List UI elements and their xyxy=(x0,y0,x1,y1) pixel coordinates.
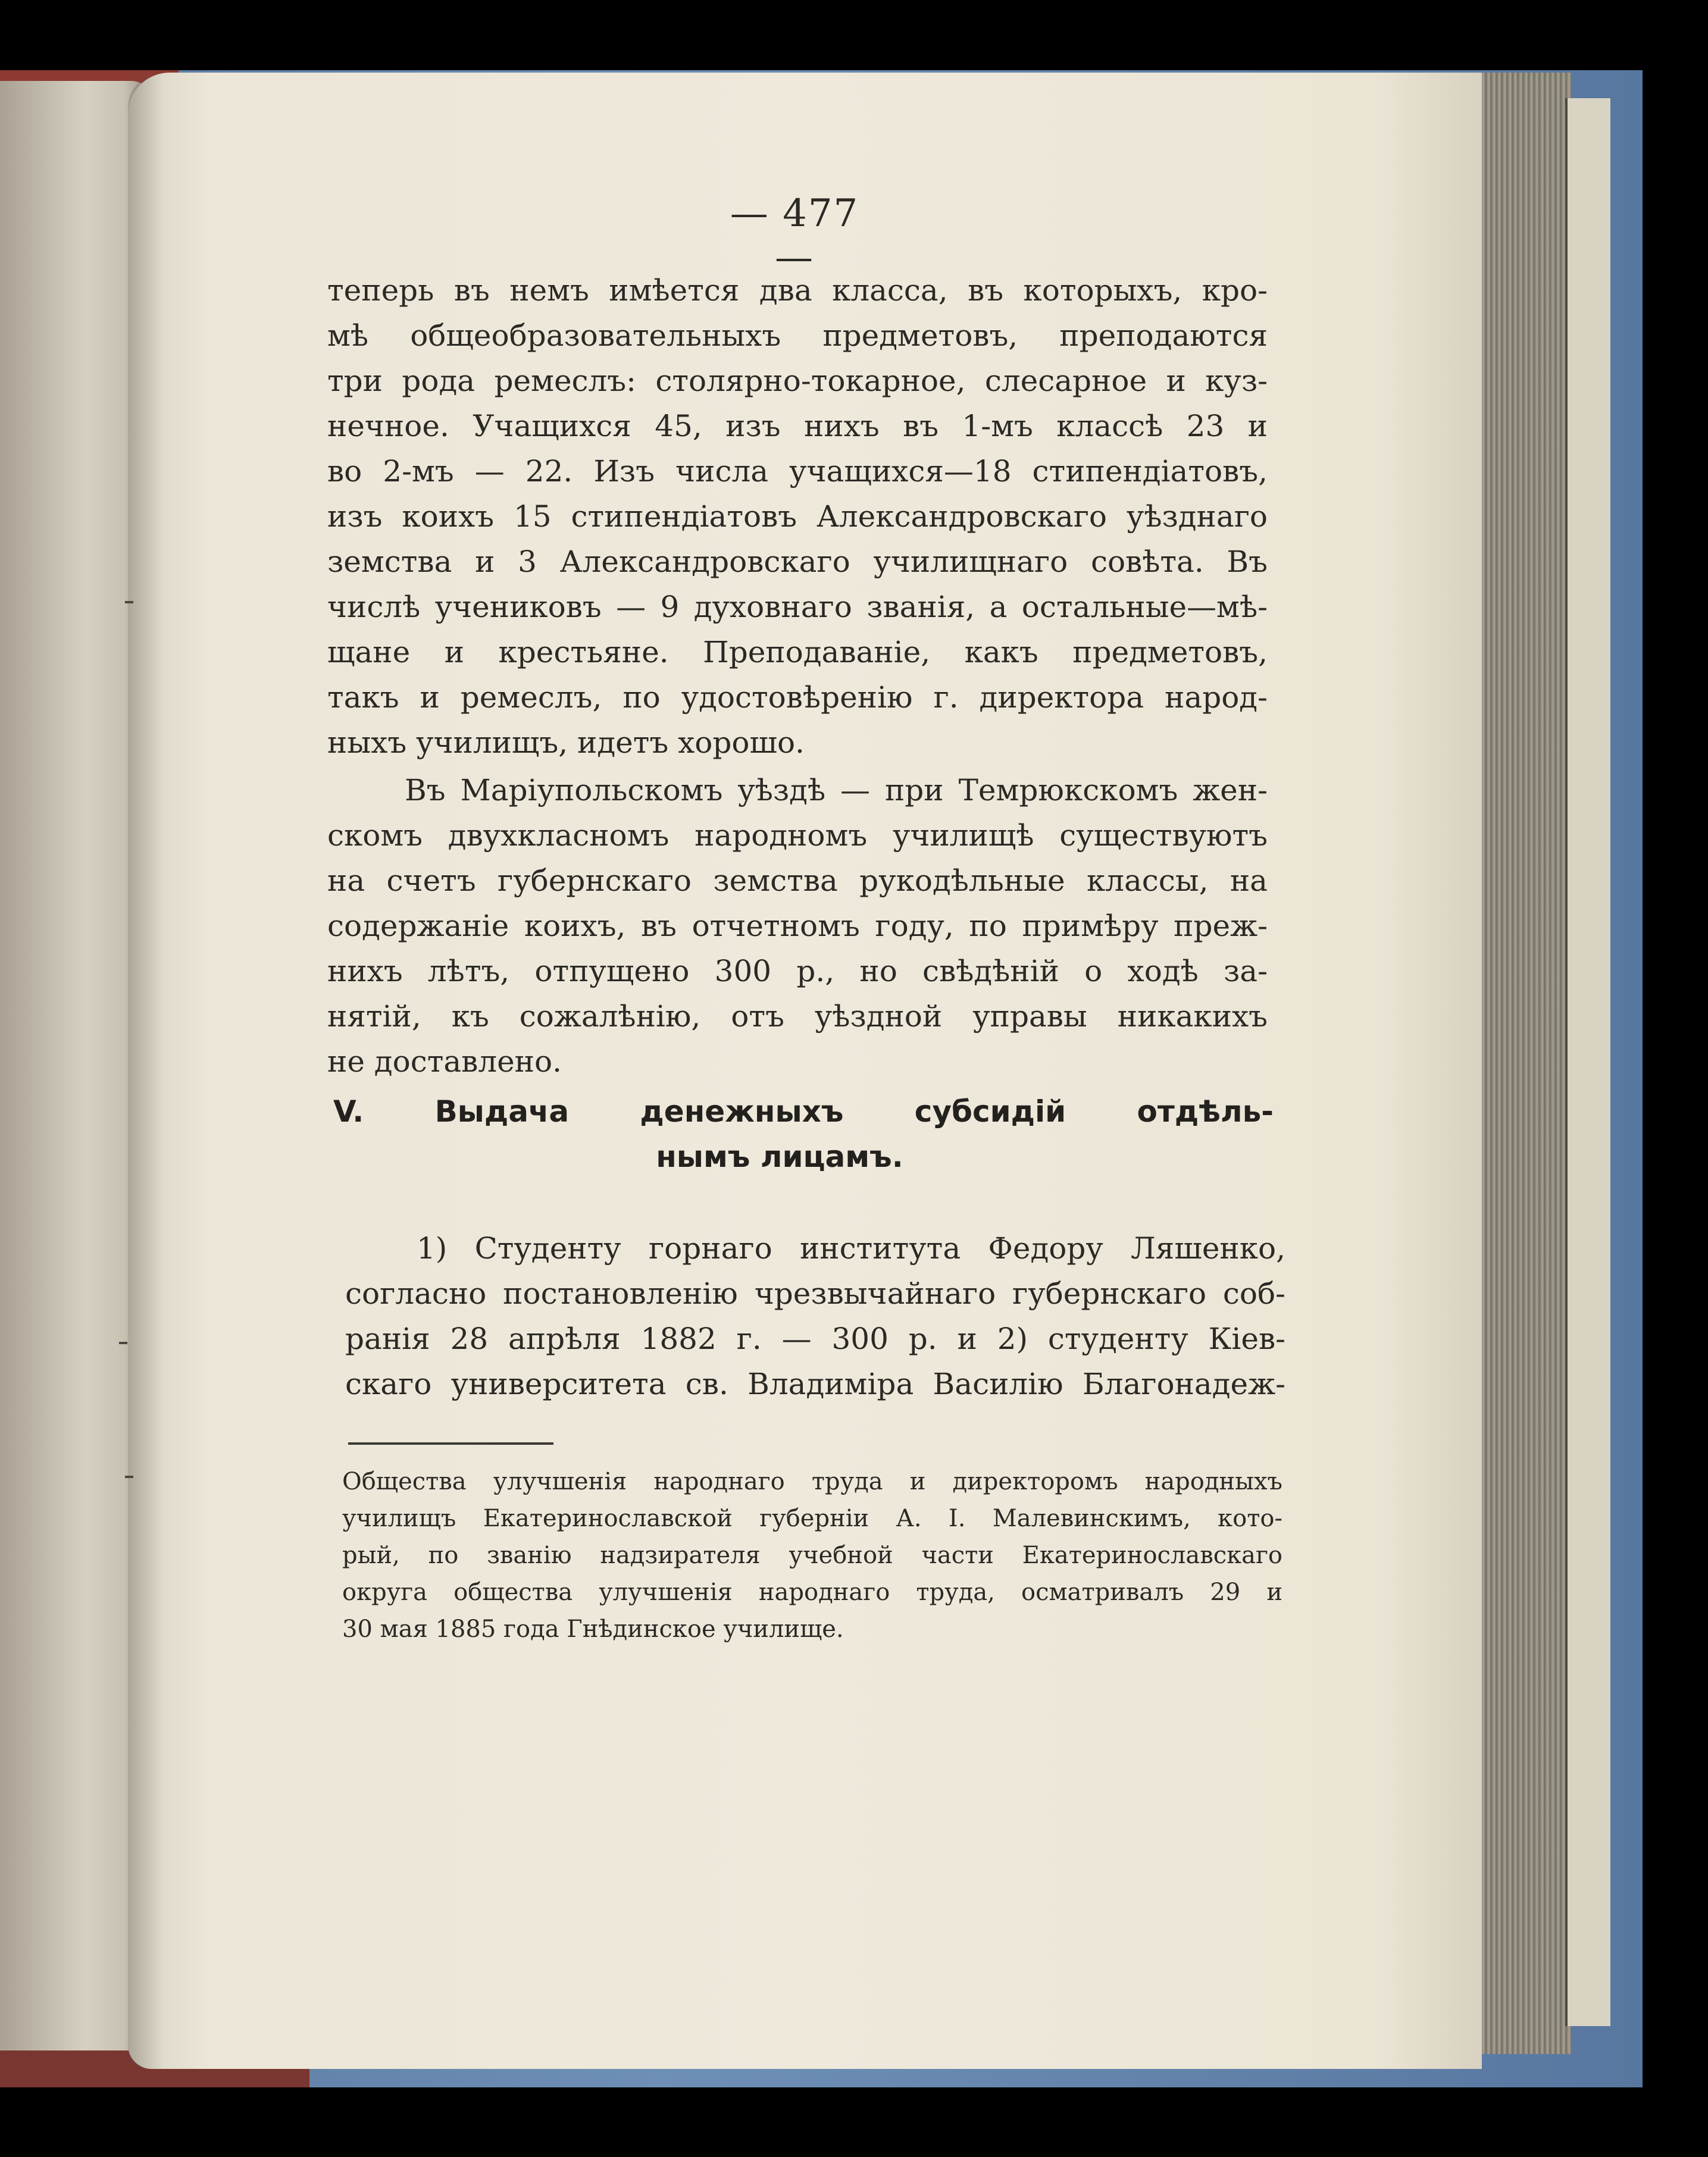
back-cover-edge xyxy=(1565,98,1610,2026)
paragraph-2-line: содержаніе коихъ, въ отчетномъ году, по примѣру преж- xyxy=(327,909,1268,943)
footnote-line: Общества улучшенія народнаго труда и директоромъ народныхъ xyxy=(342,1468,1282,1495)
paragraph-2-line: на счетъ губернскаго земства рукодѣльные классы, на xyxy=(327,863,1268,898)
paragraph-1-line: числѣ учениковъ — 9 духовнаго званія, а остальные—мѣ- xyxy=(327,590,1268,624)
margin-mark xyxy=(125,1476,133,1478)
paragraph-3-line: согласно постановленію чрезвычайнаго губернскаго соб- xyxy=(345,1276,1285,1311)
footnote-rule xyxy=(348,1442,553,1445)
paragraph-1-line: изъ коихъ 15 стипендіатовъ Александровскаго уѣзднаго xyxy=(327,499,1268,534)
margin-mark xyxy=(119,1342,127,1344)
paragraph-1-line: три рода ремеслъ: столярно-токарное, слесарное и куз- xyxy=(327,364,1268,398)
paragraph-1-line: такъ и ремеслъ, по удостовѣренію г. директора народ- xyxy=(327,680,1268,715)
paragraph-2-line: не доставлено. xyxy=(327,1044,562,1079)
paragraph-2-line: нихъ лѣтъ, отпущено 300 р., но свѣдѣній о ходѣ за- xyxy=(327,954,1268,988)
paragraph-3-line: скаго университета св. Владиміра Василію Благонадеж- xyxy=(345,1367,1285,1401)
paragraph-1-line: нечное. Учащихся 45, изъ нихъ въ 1-мъ классѣ 23 и xyxy=(327,409,1268,443)
page-number: — 477 — xyxy=(730,192,859,280)
paragraph-1-line: мѣ общеобразовательныхъ предметовъ, преподаются xyxy=(327,318,1268,353)
paragraph-3-line: 1) Студенту горнаго института Федору Ляшенко, xyxy=(417,1231,1285,1266)
footnote-line: 30 мая 1885 года Гнѣдинское училище. xyxy=(342,1616,844,1643)
footnote-line: округа общества улучшенія народнаго труда, осматривалъ 29 и xyxy=(342,1579,1282,1606)
paragraph-1-line: теперь въ немъ имѣется два класса, въ которыхъ, кро- xyxy=(327,273,1268,308)
paragraph-2-line: Въ Маріупольскомъ уѣздѣ — при Темрюкскомъ жен- xyxy=(405,773,1268,807)
paragraph-3-line: ранія 28 апрѣля 1882 г. — 300 р. и 2) студенту Кіев- xyxy=(345,1322,1285,1356)
section-heading-line: V. Выдача денежныхъ субсидій отдѣль- xyxy=(333,1094,1274,1129)
paragraph-1-line: щане и крестьяне. Преподаваніе, какъ предметовъ, xyxy=(327,635,1268,669)
paragraph-1-line: во 2-мъ — 22. Изъ числа учащихся—18 стипендіатовъ, xyxy=(327,454,1268,489)
paragraph-1-line: земства и 3 Александровскаго училищнаго совѣта. Въ xyxy=(327,544,1268,579)
footnote-line: рый, по званію надзирателя учебной части Екатеринославскаго xyxy=(342,1542,1282,1569)
margin-mark xyxy=(125,601,133,603)
footnote-line: училищъ Екатеринославской губерніи А. І. Малевинскимъ, кото- xyxy=(342,1505,1282,1532)
section-heading-line: нымъ лицамъ. xyxy=(656,1139,903,1174)
paragraph-2-line: нятій, къ сожалѣнію, отъ уѣздной управы никакихъ xyxy=(327,999,1268,1034)
paragraph-1-line: ныхъ училищъ, идетъ хорошо. xyxy=(327,725,805,760)
paragraph-2-line: скомъ двухкласномъ народномъ училищѣ существуютъ xyxy=(327,818,1268,853)
gutter-shadow xyxy=(128,73,164,2069)
